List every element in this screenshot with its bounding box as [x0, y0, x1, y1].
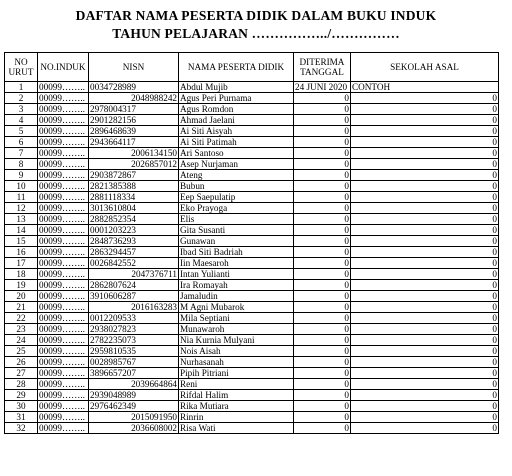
- cell-no-urut: 22: [5, 313, 38, 324]
- cell-no-urut: 24: [5, 335, 38, 346]
- cell-no-induk: 00099……..: [38, 258, 89, 269]
- cell-nama: Agus Peri Purnama: [179, 93, 294, 104]
- cell-no-induk: 00099……..: [38, 203, 89, 214]
- cell-sekolah-asal: 0: [351, 170, 499, 181]
- table-row: [5, 346, 499, 357]
- cell-nama: Agus Romdon: [179, 104, 294, 115]
- table-row: [5, 412, 499, 423]
- cell-nama: Rifdal Halim: [179, 390, 294, 401]
- table-header-row: [5, 53, 499, 82]
- cell-nisn: 2048988242: [89, 93, 179, 104]
- cell-nisn: 2978004317: [89, 104, 179, 115]
- cell-nama: Intan Yulianti: [179, 269, 294, 280]
- cell-sekolah-asal: 0: [351, 214, 499, 225]
- cell-no-induk: 00099……..: [38, 247, 89, 258]
- cell-nisn: 0001203223: [89, 225, 179, 236]
- cell-diterima-tanggal: 0: [294, 379, 351, 390]
- cell-no-induk: 00099……..: [38, 346, 89, 357]
- table-row: [5, 335, 499, 346]
- table-row: [5, 269, 499, 280]
- cell-nama: Ibad Siti Badriah: [179, 247, 294, 258]
- cell-nama: Ateng: [179, 170, 294, 181]
- cell-no-induk: 00099……..: [38, 225, 89, 236]
- cell-nama: Ai Siti Aisyah: [179, 126, 294, 137]
- table-row: [5, 137, 499, 148]
- header-diterima-tanggal: DITERIMA TANGGAL: [294, 53, 351, 82]
- cell-nama: Eko Prayoga: [179, 203, 294, 214]
- header-sekolah-asal: SEKOLAH ASAL: [351, 53, 499, 82]
- cell-no-induk: 00099……..: [38, 379, 89, 390]
- cell-no-induk: 00099……..: [38, 401, 89, 412]
- cell-no-induk: 00099……..: [38, 412, 89, 423]
- cell-no-induk: 00099……..: [38, 126, 89, 137]
- cell-nisn: 0028985767: [89, 357, 179, 368]
- cell-no-induk: 00099……..: [38, 280, 89, 291]
- cell-nama: Iin Maesaroh: [179, 258, 294, 269]
- cell-diterima-tanggal: 0: [294, 313, 351, 324]
- cell-no-urut: 5: [5, 126, 38, 137]
- cell-no-urut: 25: [5, 346, 38, 357]
- cell-nama: Pipih Pitriani: [179, 368, 294, 379]
- cell-diterima-tanggal: 0: [294, 137, 351, 148]
- cell-no-urut: 20: [5, 291, 38, 302]
- cell-no-induk: 00099……..: [38, 181, 89, 192]
- table-row: [5, 236, 499, 247]
- cell-nisn: 2901282156: [89, 115, 179, 126]
- cell-no-induk: 00099……..: [38, 368, 89, 379]
- cell-nama: Jamaludin: [179, 291, 294, 302]
- cell-no-urut: 21: [5, 302, 38, 313]
- cell-nisn: 2881118334: [89, 192, 179, 203]
- cell-sekolah-asal: CONTOH: [351, 82, 499, 93]
- cell-nisn: 3013610804: [89, 203, 179, 214]
- cell-nisn: 2959810535: [89, 346, 179, 357]
- table-row: [5, 214, 499, 225]
- table-row: [5, 225, 499, 236]
- cell-diterima-tanggal: 0: [294, 148, 351, 159]
- cell-no-induk: 00099……..: [38, 390, 89, 401]
- cell-sekolah-asal: 0: [351, 247, 499, 258]
- cell-nisn: 3896657207: [89, 368, 179, 379]
- cell-sekolah-asal: 0: [351, 104, 499, 115]
- cell-diterima-tanggal: 24 JUNI 2020: [294, 82, 351, 93]
- cell-sekolah-asal: 0: [351, 379, 499, 390]
- cell-sekolah-asal: 0: [351, 269, 499, 280]
- document-title: DAFTAR NAMA PESERTA DIDIK DALAM BUKU INDUK: [75, 8, 437, 23]
- cell-nisn: 2821385388: [89, 181, 179, 192]
- table-row: [5, 423, 499, 434]
- cell-diterima-tanggal: 0: [294, 170, 351, 181]
- cell-nama: Elis: [179, 214, 294, 225]
- cell-no-induk: 00099……..: [38, 302, 89, 313]
- cell-no-induk: 00099……..: [38, 82, 89, 93]
- table-row: [5, 115, 499, 126]
- cell-no-induk: 00099……..: [38, 170, 89, 181]
- table-row: [5, 291, 499, 302]
- cell-sekolah-asal: 0: [351, 368, 499, 379]
- cell-nisn: 2943664117: [89, 137, 179, 148]
- cell-nisn: 2015091950: [89, 412, 179, 423]
- cell-no-urut: 13: [5, 214, 38, 225]
- table-row: [5, 82, 499, 93]
- cell-no-urut: 6: [5, 137, 38, 148]
- cell-diterima-tanggal: 0: [294, 302, 351, 313]
- cell-sekolah-asal: 0: [351, 115, 499, 126]
- cell-nisn: 2862807624: [89, 280, 179, 291]
- cell-sekolah-asal: 0: [351, 159, 499, 170]
- cell-sekolah-asal: 0: [351, 280, 499, 291]
- cell-nama: Bubun: [179, 181, 294, 192]
- cell-no-urut: 29: [5, 390, 38, 401]
- cell-diterima-tanggal: 0: [294, 324, 351, 335]
- cell-sekolah-asal: 0: [351, 181, 499, 192]
- cell-no-induk: 00099……..: [38, 93, 89, 104]
- cell-sekolah-asal: 0: [351, 335, 499, 346]
- cell-nama: Rika Mutiara: [179, 401, 294, 412]
- cell-nama: Nois Aisah: [179, 346, 294, 357]
- cell-nama: Gunawan: [179, 236, 294, 247]
- cell-sekolah-asal: 0: [351, 291, 499, 302]
- table-row: [5, 324, 499, 335]
- table-row: [5, 247, 499, 258]
- cell-nisn: 2976462349: [89, 401, 179, 412]
- cell-nama: Rinrin: [179, 412, 294, 423]
- cell-diterima-tanggal: 0: [294, 159, 351, 170]
- cell-diterima-tanggal: 0: [294, 115, 351, 126]
- cell-no-urut: 15: [5, 236, 38, 247]
- cell-no-urut: 1: [5, 82, 38, 93]
- cell-sekolah-asal: 0: [351, 258, 499, 269]
- cell-nisn: 2848736293: [89, 236, 179, 247]
- cell-nama: Ai Siti Patimah: [179, 137, 294, 148]
- cell-nisn: 2938027823: [89, 324, 179, 335]
- cell-sekolah-asal: 0: [351, 126, 499, 137]
- cell-no-urut: 28: [5, 379, 38, 390]
- cell-diterima-tanggal: 0: [294, 346, 351, 357]
- cell-diterima-tanggal: 0: [294, 280, 351, 291]
- cell-diterima-tanggal: 0: [294, 258, 351, 269]
- cell-nama: Munawaroh: [179, 324, 294, 335]
- table-row: [5, 148, 499, 159]
- cell-diterima-tanggal: 0: [294, 225, 351, 236]
- cell-diterima-tanggal: 0: [294, 291, 351, 302]
- cell-nama: Mila Septiani: [179, 313, 294, 324]
- cell-no-urut: 30: [5, 401, 38, 412]
- cell-nama: Asep Nurjaman: [179, 159, 294, 170]
- header-no-induk: NO.INDUK: [38, 53, 89, 82]
- cell-diterima-tanggal: 0: [294, 203, 351, 214]
- cell-sekolah-asal: 0: [351, 357, 499, 368]
- cell-nisn: 0034728989: [89, 82, 179, 93]
- cell-no-induk: 00099……..: [38, 236, 89, 247]
- cell-no-urut: 18: [5, 269, 38, 280]
- cell-sekolah-asal: 0: [351, 302, 499, 313]
- cell-no-urut: 4: [5, 115, 38, 126]
- cell-no-induk: 00099……..: [38, 137, 89, 148]
- cell-nisn: 2896468639: [89, 126, 179, 137]
- cell-no-induk: 00099……..: [38, 192, 89, 203]
- cell-nisn: 2882852354: [89, 214, 179, 225]
- header-nama: NAMA PESERTA DIDIK: [179, 53, 294, 82]
- cell-nama: Ahmad Jaelani: [179, 115, 294, 126]
- cell-diterima-tanggal: 0: [294, 368, 351, 379]
- cell-diterima-tanggal: 0: [294, 236, 351, 247]
- cell-no-induk: 00099……..: [38, 357, 89, 368]
- student-register-table: [4, 52, 499, 434]
- cell-nisn: 2026857012: [89, 159, 179, 170]
- cell-nama: Gita Susanti: [179, 225, 294, 236]
- cell-diterima-tanggal: 0: [294, 214, 351, 225]
- cell-no-urut: 19: [5, 280, 38, 291]
- cell-sekolah-asal: 0: [351, 401, 499, 412]
- cell-nama: Abdul Mujib: [179, 82, 294, 93]
- cell-diterima-tanggal: 0: [294, 247, 351, 258]
- cell-no-urut: 11: [5, 192, 38, 203]
- table-row: [5, 368, 499, 379]
- table-row: [5, 203, 499, 214]
- cell-no-urut: 8: [5, 159, 38, 170]
- cell-no-urut: 23: [5, 324, 38, 335]
- cell-no-urut: 32: [5, 423, 38, 434]
- cell-no-urut: 26: [5, 357, 38, 368]
- cell-sekolah-asal: 0: [351, 148, 499, 159]
- table-row: [5, 126, 499, 137]
- cell-sekolah-asal: 0: [351, 313, 499, 324]
- cell-nisn: 2039664864: [89, 379, 179, 390]
- table-row: [5, 181, 499, 192]
- cell-diterima-tanggal: 0: [294, 93, 351, 104]
- cell-no-induk: 00099……..: [38, 313, 89, 324]
- table-row: [5, 280, 499, 291]
- cell-diterima-tanggal: 0: [294, 181, 351, 192]
- cell-nisn: 2903872867: [89, 170, 179, 181]
- cell-no-urut: 2: [5, 93, 38, 104]
- cell-diterima-tanggal: 0: [294, 126, 351, 137]
- cell-nisn: 2006134150: [89, 148, 179, 159]
- cell-no-urut: 10: [5, 181, 38, 192]
- cell-nisn: 2036608002: [89, 423, 179, 434]
- cell-no-urut: 14: [5, 225, 38, 236]
- cell-nisn: 2782235073: [89, 335, 179, 346]
- cell-sekolah-asal: 0: [351, 203, 499, 214]
- cell-no-urut: 9: [5, 170, 38, 181]
- cell-diterima-tanggal: 0: [294, 423, 351, 434]
- cell-nama: Eep Saepulatip: [179, 192, 294, 203]
- cell-diterima-tanggal: 0: [294, 335, 351, 346]
- cell-nama: Risa Wati: [179, 423, 294, 434]
- cell-nisn: 0012209533: [89, 313, 179, 324]
- cell-no-urut: 16: [5, 247, 38, 258]
- cell-no-induk: 00099……..: [38, 148, 89, 159]
- table-row: [5, 170, 499, 181]
- cell-no-induk: 00099……..: [38, 335, 89, 346]
- cell-no-induk: 00099……..: [38, 291, 89, 302]
- cell-no-induk: 00099……..: [38, 159, 89, 170]
- document-subtitle: TAHUN PELAJARAN ……………../……………: [112, 26, 400, 41]
- cell-sekolah-asal: 0: [351, 390, 499, 401]
- cell-no-induk: 00099……..: [38, 214, 89, 225]
- cell-nama: Ira Romayah: [179, 280, 294, 291]
- cell-nama: Ari Santoso: [179, 148, 294, 159]
- cell-nama: Reni: [179, 379, 294, 390]
- header-nisn: NISN: [89, 53, 179, 82]
- cell-sekolah-asal: 0: [351, 346, 499, 357]
- cell-no-urut: 31: [5, 412, 38, 423]
- cell-nisn: 3910606287: [89, 291, 179, 302]
- cell-nisn: 2939048989: [89, 390, 179, 401]
- cell-diterima-tanggal: 0: [294, 104, 351, 115]
- table-row: [5, 357, 499, 368]
- cell-no-urut: 12: [5, 203, 38, 214]
- cell-sekolah-asal: 0: [351, 236, 499, 247]
- cell-no-urut: 17: [5, 258, 38, 269]
- table-row: [5, 104, 499, 115]
- cell-sekolah-asal: 0: [351, 192, 499, 203]
- cell-sekolah-asal: 0: [351, 423, 499, 434]
- cell-diterima-tanggal: 0: [294, 357, 351, 368]
- cell-sekolah-asal: 0: [351, 324, 499, 335]
- cell-diterima-tanggal: 0: [294, 192, 351, 203]
- cell-diterima-tanggal: 0: [294, 390, 351, 401]
- table-row: [5, 313, 499, 324]
- table-row: [5, 192, 499, 203]
- cell-nisn: 2047376711: [89, 269, 179, 280]
- cell-no-induk: 00099……..: [38, 269, 89, 280]
- cell-nama: Nurhasanah: [179, 357, 294, 368]
- cell-sekolah-asal: 0: [351, 412, 499, 423]
- cell-nisn: 2016163283: [89, 302, 179, 313]
- table-row: [5, 401, 499, 412]
- cell-sekolah-asal: 0: [351, 225, 499, 236]
- cell-no-induk: 00099……..: [38, 324, 89, 335]
- cell-no-urut: 3: [5, 104, 38, 115]
- cell-diterima-tanggal: 0: [294, 412, 351, 423]
- table-body: [5, 82, 499, 434]
- table-row: [5, 379, 499, 390]
- cell-nisn: 2863294457: [89, 247, 179, 258]
- cell-no-urut: 27: [5, 368, 38, 379]
- cell-no-urut: 7: [5, 148, 38, 159]
- cell-no-induk: 00099……..: [38, 423, 89, 434]
- cell-nama: M Agni Mubarok: [179, 302, 294, 313]
- table-row: [5, 390, 499, 401]
- cell-diterima-tanggal: 0: [294, 401, 351, 412]
- header-no-urut: NO URUT: [5, 53, 38, 82]
- cell-nama: Nia Kurnia Mulyani: [179, 335, 294, 346]
- cell-sekolah-asal: 0: [351, 93, 499, 104]
- table-row: [5, 302, 499, 313]
- cell-no-induk: 00099……..: [38, 104, 89, 115]
- cell-sekolah-asal: 0: [351, 137, 499, 148]
- cell-diterima-tanggal: 0: [294, 269, 351, 280]
- cell-nisn: 0026842552: [89, 258, 179, 269]
- table-row: [5, 93, 499, 104]
- cell-no-induk: 00099……..: [38, 115, 89, 126]
- table-row: [5, 159, 499, 170]
- table-row: [5, 258, 499, 269]
